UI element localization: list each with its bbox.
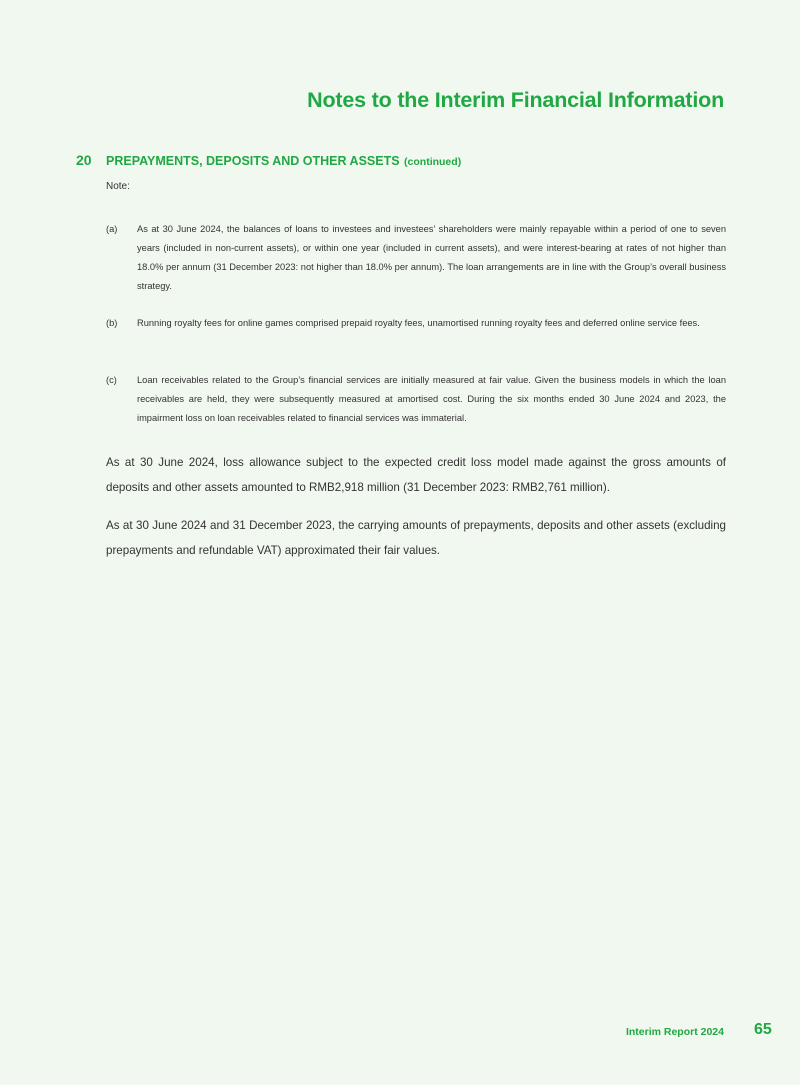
note-item-b	[106, 314, 726, 333]
note-item-c	[106, 371, 726, 428]
body-paragraph: As at 30 June 2024, loss allowance subject to the expected credit loss model made against the gross amounts of deposits and other assets amounted to RMB2,918 million (31 December 2023: RMB2,761 million).	[106, 456, 726, 494]
page-number: 65	[754, 1021, 772, 1038]
note-marker: (a)	[106, 224, 118, 234]
note-item-a	[106, 220, 726, 296]
note-text: Loan receivables related to the Group’s financial services are initially measured at fair value. Given the business models in which the loan receivables are held, they were subsequently measured at amortised cost. During the six months ended 30 June 2024 and 2023, the impairment loss on loan receivables related to financial services was immaterial.	[137, 375, 726, 423]
note-label: Note:	[106, 181, 130, 192]
footer-report-title: Interim Report 2024	[625, 1026, 724, 1038]
section-number: 20	[76, 152, 92, 168]
note-marker: (c)	[106, 375, 117, 385]
note-text: As at 30 June 2024, the balances of loans to investees and investees’ shareholders were mainly repayable within a period of one to seven years (included in non-current assets), or within one year (included in current assets), and were interest-bearing at rates of not higher than 18.0% per annum (31 December 2023: not higher than 18.0% per annum). The loan arrangements are in line with the Group’s overall business strategy.	[137, 224, 726, 291]
section-heading	[76, 152, 461, 170]
body-paragraph: As at 30 June 2024 and 31 December 2023, the carrying amounts of prepayments, deposits and other assets (excluding prepayments and refundable VAT) approximated their fair values.	[106, 519, 726, 557]
note-text: Running royalty fees for online games comprised prepaid royalty fees, unamortised running royalty fees and deferred online service fees.	[137, 318, 700, 328]
page-title: Notes to the Interim Financial Information	[307, 88, 724, 112]
section-continued-label: (continued)	[404, 156, 462, 168]
note-marker: (b)	[106, 318, 118, 328]
section-title: PREPAYMENTS, DEPOSITS AND OTHER ASSETS	[106, 154, 400, 168]
